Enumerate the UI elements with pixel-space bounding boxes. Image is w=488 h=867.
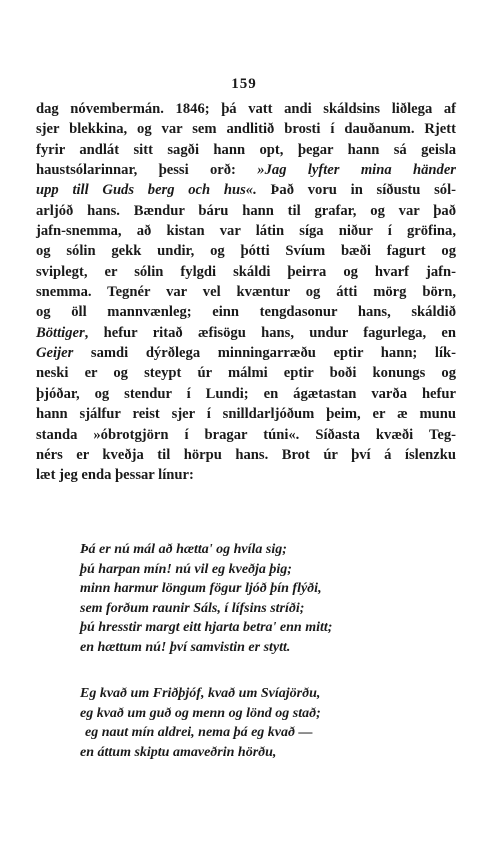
- prose-text: samdi dýrðlega minningarræðu eptir hann; lík-: [90, 345, 456, 362]
- verse-line: minn harmur löngum fögur ljóð þín flýði,: [80, 581, 322, 597]
- verse-line: þú harpan mín! nú vil eg kveðja þig;: [80, 561, 292, 577]
- verse-line: eg kvað um guð og menn og lönd og stað;: [80, 705, 321, 721]
- swedish-quote-end: upp till Guds berg och hus«.: [36, 182, 257, 199]
- prose-line-with-name: [36, 343, 456, 363]
- verse-line: sem forðum raunir Sáls, í lífsins stríði;: [80, 600, 305, 616]
- prose-block: [36, 99, 456, 486]
- prose-text: Það voru in síðustu sól-: [256, 182, 456, 199]
- verse-line: þú hresstir margt eitt hjarta betra' enn mitt;: [80, 620, 333, 636]
- prose-line: læt jeg enda þessar línur:: [36, 467, 194, 484]
- prose-line: þjóðar, og stendur í Lundi; en ágætastan varða hefur: [36, 385, 456, 402]
- prose-line: jafn-snemma, að kistan var látin síga niður í gröfina,: [36, 223, 456, 240]
- verse-line: Eg kvað um Friðþjóf, kvað um Svíajörðu,: [80, 686, 321, 701]
- prose-line: arljóð hans. Bændur báru hann til grafar, og var það: [36, 202, 456, 219]
- prose-line: og sólin gekk undir, og þótti Svíum bæði fagurt og: [36, 243, 456, 260]
- prose-line: og öll mannvænleg; einn tengdasonur hans, skáldið: [36, 304, 456, 321]
- name-bottiger: Böttiger: [36, 324, 85, 341]
- prose-line-with-name: [36, 323, 456, 343]
- swedish-quote-start: »Jag lyfter mina händer: [257, 162, 456, 179]
- prose-text: , hefur ritað æfisögu hans, undur fagurlega, en: [84, 324, 456, 341]
- prose-line: standa »óbrotgjörn í bragar túni«. Síðasta kvæði Teg-: [36, 426, 456, 443]
- verse-line: en hættum nú! því samvistin er stytt.: [80, 639, 291, 655]
- prose-line: dag nóvembermán. 1846; þá vatt andi skáldsins liðlega af: [36, 101, 456, 117]
- prose-line: sviplegt, er sólin fylgdi skáldi þeirra og hvarf jafn-: [36, 263, 456, 280]
- name-geijer: Geijer: [36, 345, 74, 362]
- prose-line-with-quote: [36, 180, 456, 200]
- verse-stanza-1: [80, 540, 460, 658]
- page-number: 159: [231, 76, 257, 92]
- prose-line: hann sjálfur reist sjer í snilldarljóðum þeim, er æ munu: [36, 406, 456, 423]
- prose-line: neski er og steypt úr málmi eptir boði konungs og: [36, 365, 456, 382]
- verse-stanza-2: [80, 684, 460, 762]
- prose-line: nérs er kveðja til hörpu hans. Brot úr því á íslenzku: [36, 446, 456, 463]
- prose-line-with-quote: [36, 160, 456, 180]
- prose-text: haustsólarinnar, þessi orð:: [36, 162, 236, 179]
- verse-line: en áttum skiptu amaveðrin hörðu,: [80, 744, 277, 760]
- verse-line: eg naut mín aldrei, nema þá eg kvað —: [85, 725, 313, 741]
- verse-line: Þá er nú mál að hætta' og hvíla sig;: [80, 542, 287, 557]
- prose-line: sjer blekkina, og var sem andlitið brosti í dauðanum. Rjett: [36, 121, 456, 138]
- prose-line: snemma. Tegnér var vel kvæntur og átti mörg börn,: [36, 284, 456, 301]
- prose-line: fyrir andlát sitt sagði hann opt, þegar hann sá geisla: [36, 141, 456, 158]
